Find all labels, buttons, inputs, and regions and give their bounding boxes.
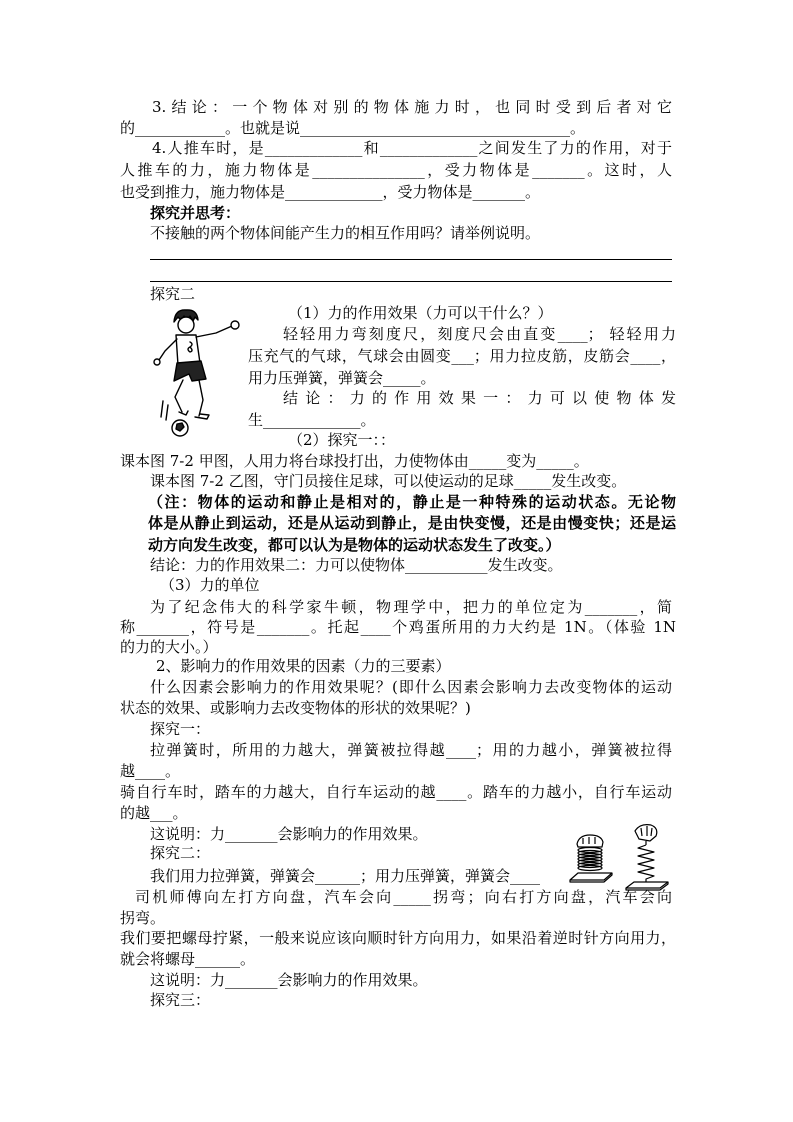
effect-conclusion-two: 结论：力的作用效果二：力可以使物体___________发生改变。 <box>150 556 563 574</box>
answer-line-1 <box>150 259 672 260</box>
nut-line-1: 我们要把螺母拧紧，一般来说应该向顺时针方向用力，如果沿着逆时针方向用力， <box>120 929 676 947</box>
textbook-figure-b-line: 课本图 7-2 乙图，守门员接住足球，可以使运动的足球_____发生改变。 <box>150 472 627 490</box>
compressed-spring-illustration <box>566 832 616 890</box>
force-unit-line-2: 称_______，符号是_______。托起____个鸡蛋所用的力大约是 1N。（体验 1N <box>120 618 676 636</box>
factors-question-line-2: 状态的效果、或影响力去改变物体的形状的效果呢？) <box>120 699 471 717</box>
note-line-2: 体是从静止到运动，还是从运动到静止，是由快变慢，还是由慢变快；还是运 <box>148 514 676 532</box>
effect-conclusion-line-1: 结论：力的作用效果一：力可以使物体发 <box>283 389 676 407</box>
think-question: 不接触的两个物体间能产生力的相互作用吗？请举例说明。 <box>150 224 541 242</box>
effect-title: （1）力的作用效果（力可以干什么？） <box>288 304 553 322</box>
effect-line-3: 用力压弹簧，弹簧会_____。 <box>248 369 436 387</box>
effect-line-1: 轻轻用力弯刻度尺，刻度尺会由直变____； 轻轻用力 <box>283 325 676 343</box>
force-unit-line-3: 的力的大小。） <box>120 638 218 656</box>
explore-one-heading: 探究一： <box>150 720 211 738</box>
bicycle-line-2: 的越___。 <box>120 804 188 822</box>
conclusion-line-1: 3.结论：一个物体对别的物体施力时，也同时受到后者对它 <box>152 98 672 116</box>
conclusion-magnitude: 这说明：力_______会影响力的作用效果。 <box>150 825 428 843</box>
push-cart-line-2: 人推车的力，施力物体是_______________，受力物体是_______。这时，人 <box>120 161 672 179</box>
note-line-1: （注：物体的运动和静止是相对的，静止是一种特殊的运动状态。无论物 <box>148 493 676 511</box>
nut-line-2: 就会将螺母______。 <box>120 950 256 968</box>
textbook-figure-a-line: 课本图 7-2 甲图，人用力将台球投打出，力使物体由_____变为_____。 <box>120 452 589 470</box>
spring-direction-line: 我们用力拉弹簧，弹簧会______；用力压弹簧，弹簧会____ <box>150 867 541 885</box>
soccer-player-illustration <box>146 305 244 440</box>
conclusion-direction: 这说明：力_______会影响力的作用效果。 <box>150 971 428 989</box>
note-line-3: 动方向发生改变，都可以认为是物体的运动状态发生了改变。） <box>148 536 561 554</box>
conclusion-line-2: 的____________。也就是说____________________________________。 <box>120 119 586 137</box>
explore-two-heading: 探究二 <box>150 285 196 303</box>
three-elements-heading: 2、影响力的作用效果的因素（力的三要素） <box>156 657 451 675</box>
factors-question-line-1: 什么因素会影响力的作用效果呢？(即什么因素会影响力去改变物体的运动 <box>150 678 672 696</box>
push-cart-line-1: 4.人推车时，是_____________和_____________之间发生了力的作用，对于 <box>152 139 672 157</box>
force-unit-line-1: 为了纪念伟大的科学家牛顿，物理学中，把力的单位定为_______，简 <box>150 598 672 616</box>
explore-one-title: （2）探究一：： <box>288 431 396 449</box>
think-heading: 探究并思考： <box>150 204 241 222</box>
effect-line-2: 压充气的气球，气球会由圆变___；用力拉皮筋，皮筋会____， <box>248 347 676 365</box>
spring-pull-line-1: 拉弹簧时，所用的力越大，弹簧被拉得越____；用的力越小，弹簧被拉得 <box>150 741 672 759</box>
spring-pull-line-2: 越____。 <box>120 762 181 780</box>
steering-line-1: 司机师傅向左打方向盘，汽车会向_____拐弯；向右打方向盘，汽车会向 <box>135 888 672 906</box>
steering-line-2: 拐弯。 <box>120 909 166 927</box>
push-cart-line-3: 也受到推力，施力物体是_____________，受力物体是_______。 <box>120 183 541 201</box>
effect-conclusion-line-2: 生_____________。 <box>248 411 376 429</box>
force-unit-title: （3）力的单位 <box>160 576 260 594</box>
explore-two-sub-heading: 探究二： <box>150 844 211 862</box>
answer-line-2 <box>150 281 672 282</box>
bicycle-line-1: 骑自行车时，踏车的力越大，自行车运动的越____。踏车的力越小，自行车运动 <box>120 783 672 801</box>
explore-three-heading: 探究三： <box>150 991 211 1009</box>
stretched-spring-illustration <box>620 822 672 894</box>
